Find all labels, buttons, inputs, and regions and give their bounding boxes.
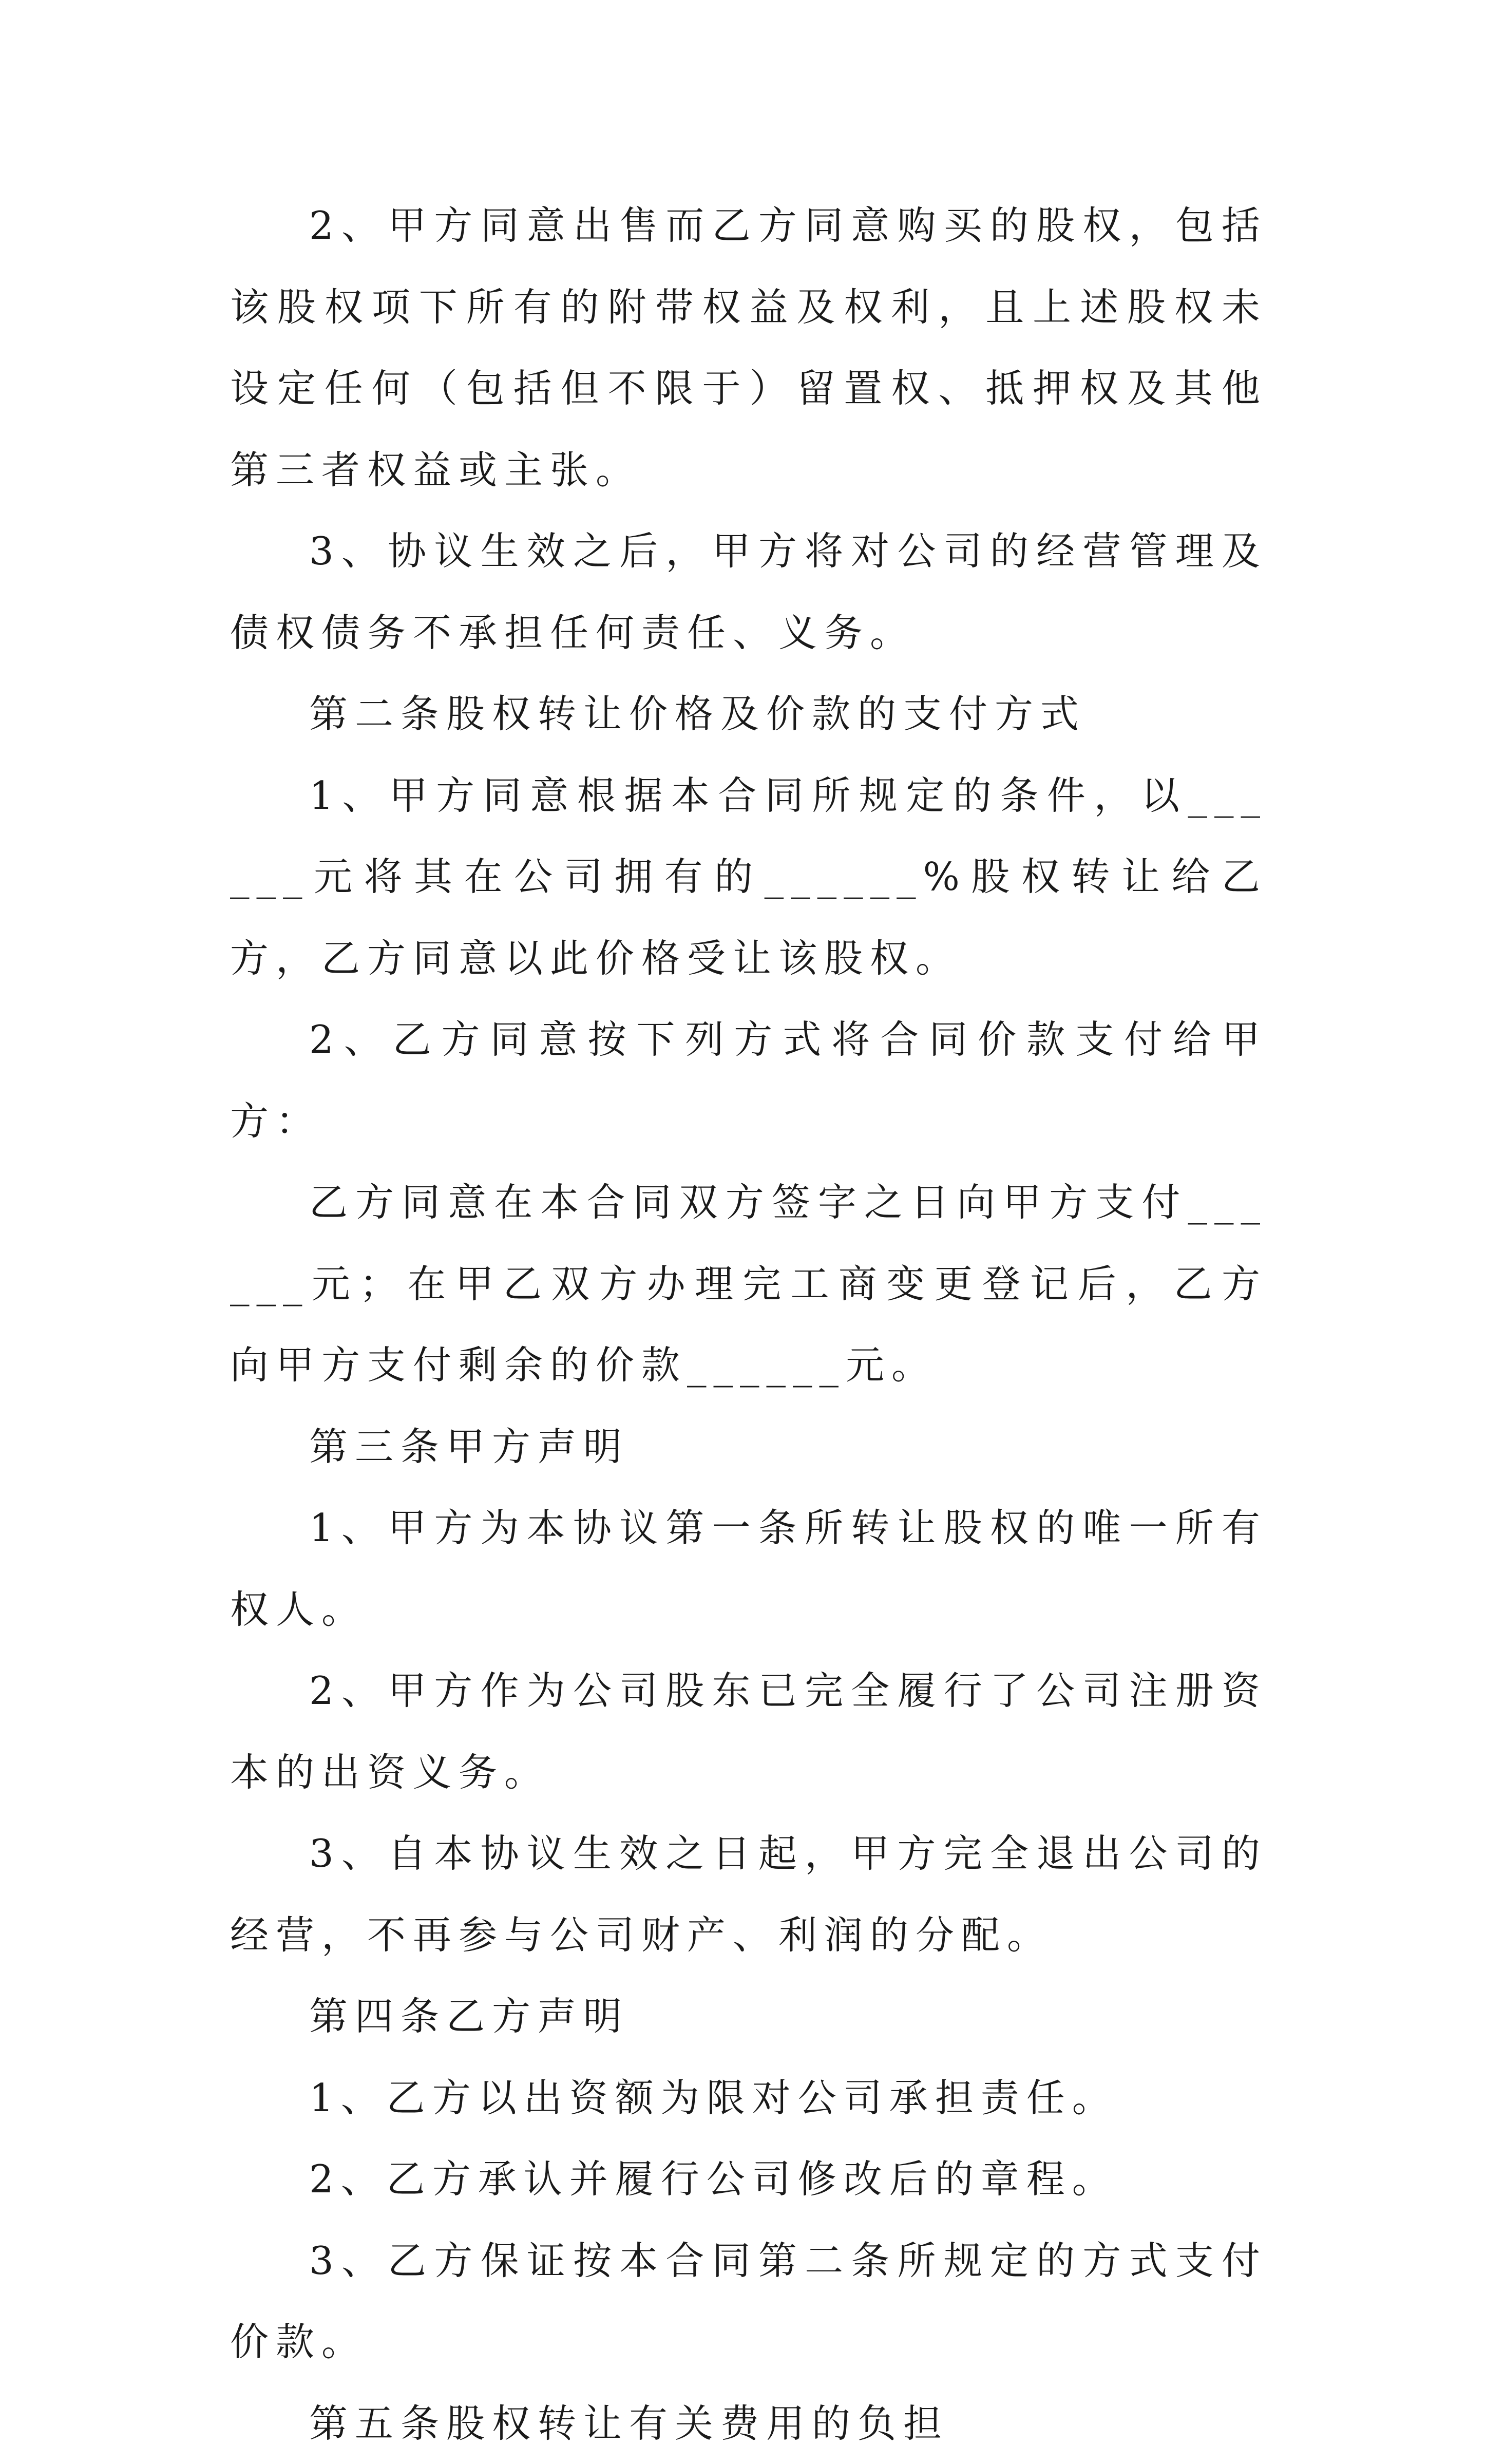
article-4-clause-1: 1、乙方以出资额为限对公司承担责任。 (230, 2057, 1267, 2139)
article-3-clause-3: 3、自本协议生效之日起，甲方完全退出公司的经营，不再参与公司财产、利润的分配。 (230, 1813, 1267, 1976)
article-4-heading: 第四条乙方声明 (230, 1976, 1267, 2057)
article-5-heading: 第五条股权转让有关费用的负担 (230, 2383, 1267, 2464)
article-2-clause-1-price: 1、甲方同意根据本合同所规定的条件，以______元将其在公司拥有的______%股权转让给乙方，乙方同意以此价格受让该股权。 (230, 755, 1267, 999)
clause-2-share-scope: 2、甲方同意出售而乙方同意购买的股权，包括该股权项下所有的附带权益及权利，且上述股权未设定任何（包括但不限于）留置权、抵押权及其他第三者权益或主张。 (230, 185, 1267, 510)
article-4-clause-3: 3、乙方保证按本合同第二条所规定的方式支付价款。 (230, 2220, 1267, 2383)
article-3-clause-1: 1、甲方为本协议第一条所转让股权的唯一所有权人。 (230, 1487, 1267, 1650)
article-3-clause-2: 2、甲方作为公司股东已完全履行了公司注册资本的出资义务。 (230, 1650, 1267, 1813)
article-2-clause-2-payment: 2、乙方同意按下列方式将合同价款支付给甲方： (230, 999, 1267, 1162)
clause-3-liability-release: 3、协议生效之后，甲方将对公司的经营管理及债权债务不承担任何责任、义务。 (230, 510, 1267, 673)
document-page (230, 185, 1267, 2464)
article-4-clause-2: 2、乙方承认并履行公司修改后的章程。 (230, 2138, 1267, 2220)
article-3-heading: 第三条甲方声明 (230, 1406, 1267, 1488)
article-2-heading: 第二条股权转让价格及价款的支付方式 (230, 673, 1267, 755)
payment-schedule: 乙方同意在本合同双方签字之日向甲方支付______元；在甲乙双方办理完工商变更登记后，乙方向甲方支付剩余的价款______元。 (230, 1162, 1267, 1406)
